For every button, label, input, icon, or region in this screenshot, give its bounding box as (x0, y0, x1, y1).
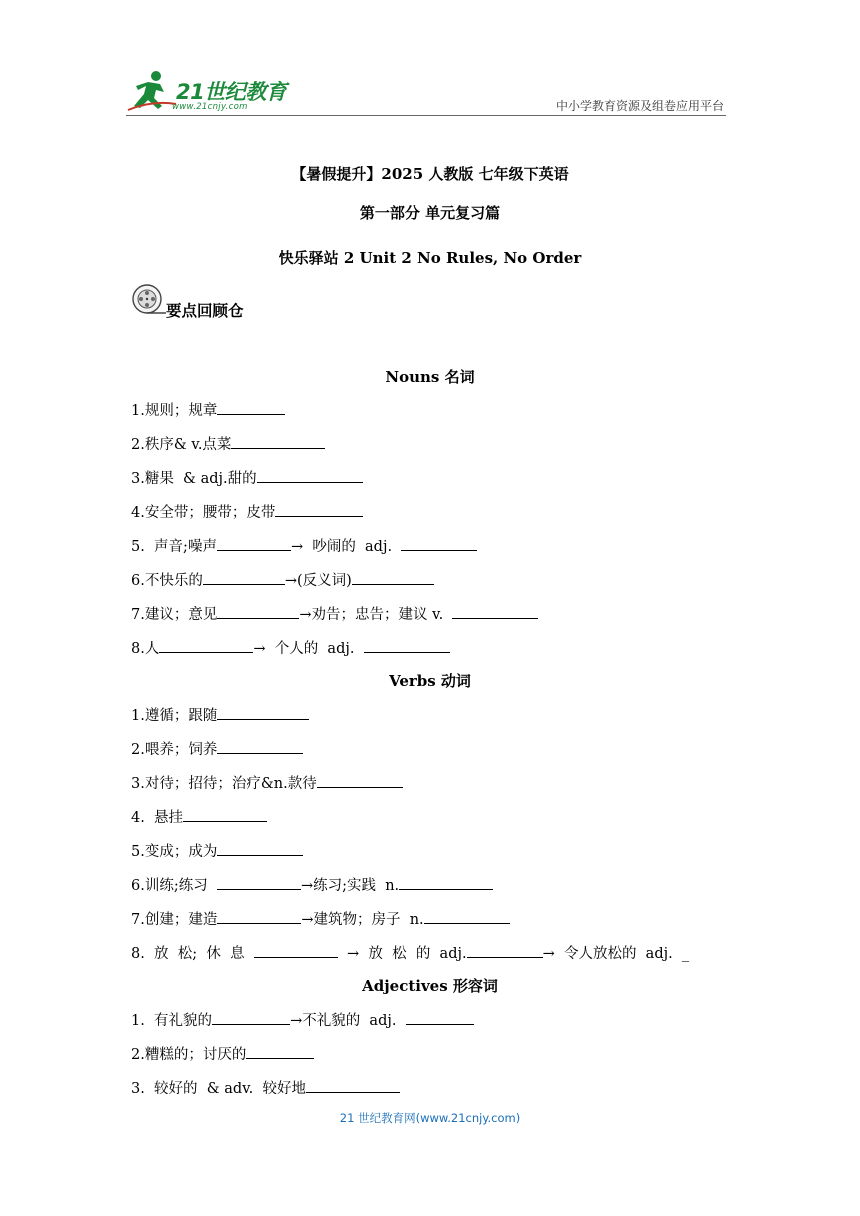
list-item: 1.规则；规章 (131, 399, 285, 420)
list-item: 7.建议；意见 →劝告；忠告；建议 v. (131, 603, 538, 624)
list-item: 8.人 → 个人的 adj. (131, 637, 450, 658)
list-item: 8. 放 松; 休 息 → 放 松 的 adj. → 令人放松的 adj. _ (131, 942, 689, 963)
list-item: 7.创建；建造 →建筑物；房子 n. (131, 908, 510, 929)
logo-text: 21世纪教育 (176, 80, 287, 104)
logo-url: www.21cnjy.com (172, 102, 248, 112)
list-item: 1.遵循；跟随 (131, 704, 309, 725)
list-item: 2.喂养；饲养 (131, 738, 303, 759)
list-item: 1. 有礼貌的 →不礼貌的 adj. (131, 1009, 474, 1030)
list-item: 2.秩序& v.点菜 (131, 433, 325, 454)
page-footer: 21 世纪教育网(www.21cnjy.com) (339, 1111, 521, 1125)
doc-subtitle: 第一部分 单元复习篇 (359, 204, 501, 222)
list-item: 3. 较好的 & adv. 较好地 (131, 1077, 400, 1098)
list-item: 6.训练;练习 →练习;实践 n. (131, 874, 493, 895)
list-item: 4.安全带；腰带；皮带 (131, 501, 363, 522)
list-item: 3.对待；招待；治疗&n.款待 (131, 772, 403, 793)
section-title: 要点回顾仓 (166, 301, 244, 320)
doc-unit-title: 快乐驿站 2 Unit 2 No Rules, No Order (278, 249, 582, 267)
list-item: 5. 声音;噪声 → 吵闹的 adj. (131, 535, 477, 556)
header-divider (126, 115, 726, 116)
site-logo (126, 68, 296, 116)
platform-name: 中小学教育资源及组卷应用平台 (555, 99, 724, 113)
page-header (126, 68, 726, 118)
list-item: 3.糖果 & adj.甜的 (131, 467, 363, 488)
running-man-icon (126, 70, 178, 112)
film-reel-icon (130, 283, 168, 319)
category-heading-nouns: Nouns 名词 (385, 368, 475, 386)
list-item: 4. 悬挂 (131, 806, 267, 827)
category-heading-verbs: Verbs 动词 (389, 672, 471, 690)
list-item: 5.变成；成为 (131, 840, 303, 861)
doc-title: 【暑假提升】2025 人教版 七年级下英语 (291, 165, 569, 183)
list-item: 6.不快乐的 →(反义词) (131, 569, 434, 590)
list-item: 2.糟糕的；讨厌的 (131, 1043, 314, 1064)
category-heading-adjectives: Adjectives 形容词 (362, 977, 498, 995)
